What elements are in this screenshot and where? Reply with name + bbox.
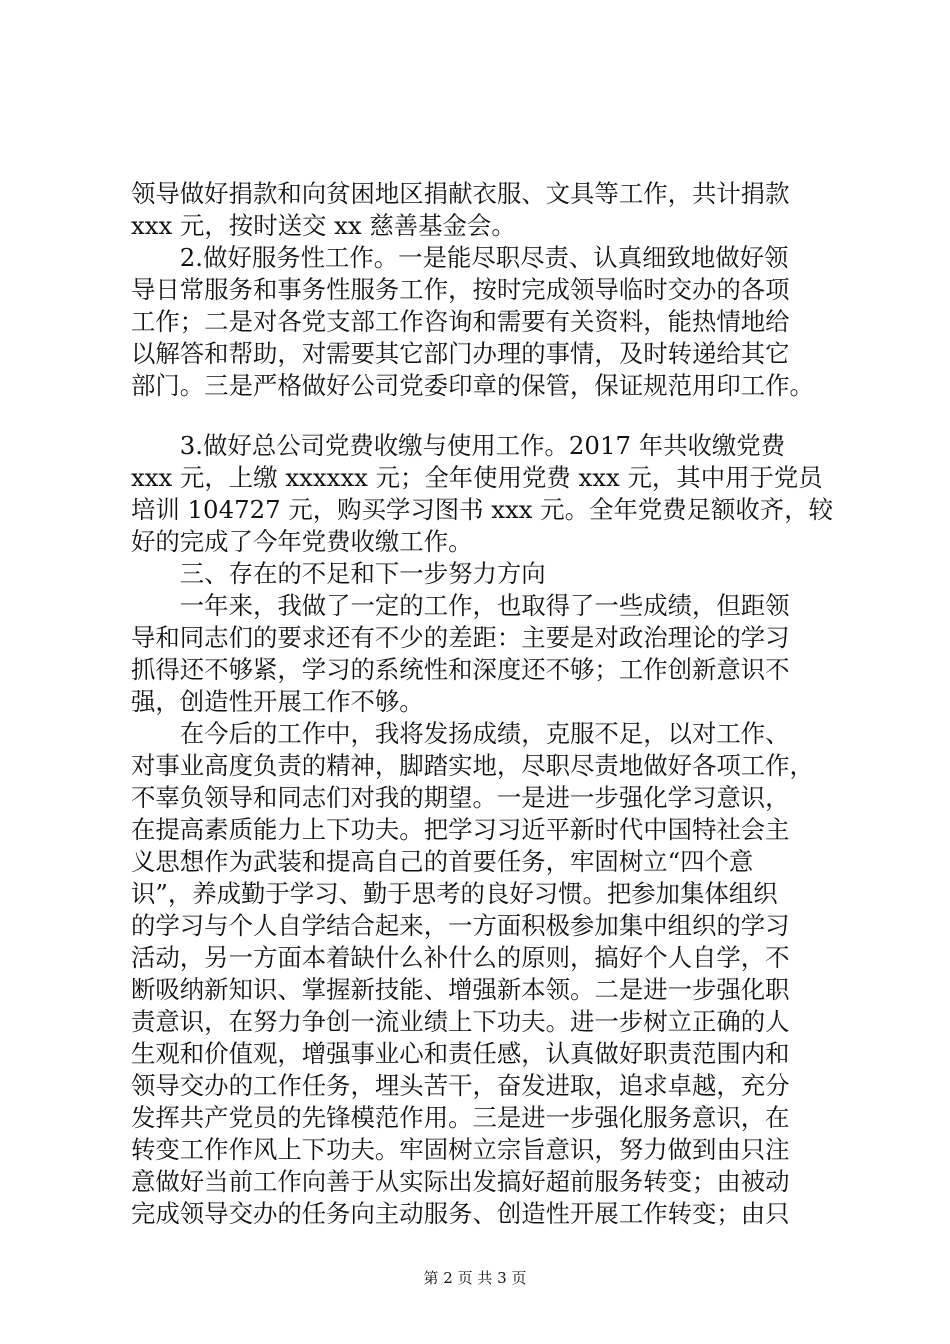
section-heading: 三、存在的不足和下一步努力方向 bbox=[131, 559, 546, 588]
text-line: 2.做好服务性工作。一是能尽职尽责、认真细致地做好领 bbox=[131, 243, 789, 272]
text-line: 培训 104727 元，购买学习图书 xxx 元。全年党费足额收齐，较 bbox=[131, 495, 833, 524]
text-line: 意做好当前工作向善于从实际出发搞好超前服务转变；由被动 bbox=[131, 1167, 790, 1196]
text-line: 3.做好总公司党费收缴与使用工作。2017 年共收缴党费 bbox=[131, 431, 786, 460]
text-line: 以解答和帮助，对需要其它部门办理的事情，及时转递给其它 bbox=[131, 339, 790, 368]
text-line: 责意识，在努力争创一流业绩上下功夫。进一步树立正确的人 bbox=[131, 1007, 790, 1036]
text-line: 转变工作作风上下功夫。牢固树立宗旨意识，努力做到由只注 bbox=[131, 1135, 790, 1164]
text-line: 强，创造性开展工作不够。 bbox=[131, 687, 424, 716]
text-line: 领导做好捐款和向贫困地区捐献衣服、文具等工作，共计捐款 bbox=[131, 179, 790, 208]
text-line: 在今后的工作中，我将发扬成绩，克服不足，以对工作、 bbox=[131, 719, 790, 748]
page-number-footer: 第 2 页 共 3 页 bbox=[423, 1269, 527, 1287]
document-body bbox=[131, 178, 843, 1230]
text-line: 好的完成了今年党费收缴工作。 bbox=[131, 527, 473, 556]
text-line: 一年来，我做了一定的工作，也取得了一些成绩，但距领 bbox=[131, 591, 790, 620]
text-line: 领导交办的工作任务，埋头苦干，奋发进取，追求卓越，充分 bbox=[131, 1071, 790, 1100]
text-line: xxx 元，上缴 xxxxxx 元；全年使用党费 xxx 元，其中用于党员 bbox=[131, 463, 823, 492]
text-line: 导日常服务和事务性服务工作，按时完成领导临时交办的各项 bbox=[131, 275, 790, 304]
text-line: 对事业高度负责的精神，脚踏实地，尽职尽责地做好各项工作， bbox=[131, 751, 814, 780]
text-line: 识”，养成勤于学习、勤于思考的良好习惯。把参加集体组织 bbox=[131, 879, 778, 908]
text-line: 工作；二是对各党支部工作咨询和需要有关资料，能热情地给 bbox=[131, 307, 790, 336]
text-line: 部门。三是严格做好公司党委印章的保管，保证规范用印工作。 bbox=[131, 371, 814, 400]
text-line: 抓得还不够紧，学习的系统性和深度还不够；工作创新意识不 bbox=[131, 655, 790, 684]
text-line: 导和同志们的要求还有不少的差距：主要是对政治理论的学习 bbox=[131, 623, 790, 652]
paragraph-gap bbox=[131, 402, 843, 430]
text-line: 的学习与个人自学结合起来，一方面积极参加集中组织的学习 bbox=[131, 911, 790, 940]
text-line: 在提高素质能力上下功夫。把学习习近平新时代中国特社会主 bbox=[131, 815, 790, 844]
text-line: 完成领导交办的任务向主动服务、创造性开展工作转变；由只 bbox=[131, 1199, 790, 1228]
text-line: 发挥共产党员的先锋模范作用。三是进一步强化服务意识，在 bbox=[131, 1103, 790, 1132]
text-line: 生观和价值观，增强事业心和责任感，认真做好职责范围内和 bbox=[131, 1039, 790, 1068]
text-line: 活动，另一方面本着缺什么补什么的原则，搞好个人自学，不 bbox=[131, 943, 790, 972]
text-line: 断吸纳新知识、掌握新技能、增强新本领。二是进一步强化职 bbox=[131, 975, 790, 1004]
text-line: xxx 元，按时送交 xx 慈善基金会。 bbox=[131, 211, 516, 240]
text-line: 不辜负领导和同志们对我的期望。一是进一步强化学习意识， bbox=[131, 783, 790, 812]
text-line: 义思想作为武装和提高自己的首要任务，牢固树立“四个意 bbox=[131, 847, 754, 876]
